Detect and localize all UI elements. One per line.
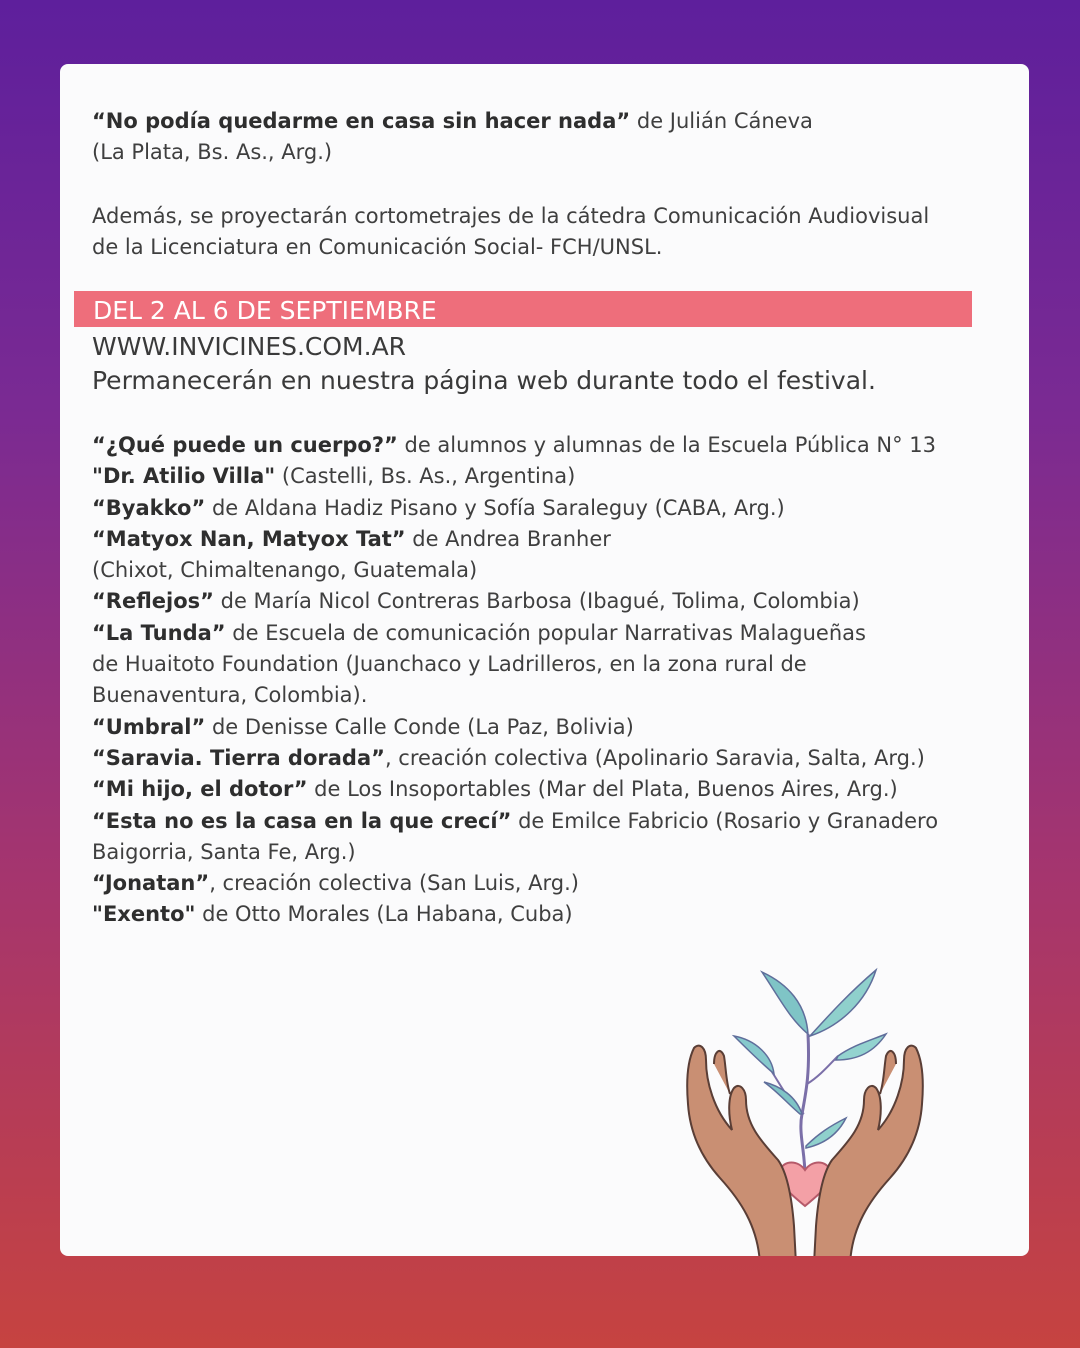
film-details: , creación colectiva (Apolinario Saravia, Salta, Arg.) — [384, 745, 925, 770]
film-line — [92, 461, 938, 492]
film-line — [92, 493, 938, 524]
film-title: "Exento" — [92, 902, 196, 927]
film-line — [92, 649, 938, 680]
film-title: “Matyox Nan, Matyox Tat” — [92, 526, 406, 551]
intro-place: (La Plata, Bs. As., Arg.) — [92, 140, 333, 165]
extra-screenings — [92, 201, 929, 264]
website-block — [92, 330, 876, 398]
intro-author: de Julián Cáneva — [630, 109, 813, 133]
film-details: , creación colectiva (San Luis, Arg.) — [209, 871, 579, 896]
film-title: "Dr. Atilio Villa" — [92, 464, 276, 489]
film-details: de Andrea Branher — [405, 526, 611, 551]
website-url[interactable]: WWW.INVICINES.COM.AR — [92, 332, 407, 361]
film-details: de Emilce Fabricio (Rosario y Granadero — [511, 808, 939, 833]
film-line — [92, 837, 938, 868]
film-details: (Chixot, Chimaltenango, Guatemala) — [92, 558, 478, 583]
film-details: Buenaventura, Colombia). — [92, 683, 368, 708]
film-title: “Jonatan” — [92, 871, 210, 896]
intro-title-line — [92, 106, 813, 137]
film-line — [92, 712, 938, 743]
film-title: “Saravia. Tierra dorada” — [92, 745, 385, 770]
film-line — [92, 899, 938, 930]
extra-line-1: Además, se proyectarán cortometrajes de la cátedra Comunicación Audiovisual — [92, 204, 930, 228]
film-list — [92, 430, 938, 931]
film-title: “Reflejos” — [92, 589, 214, 614]
film-details: de Aldana Hadiz Pisano y Sofía Saraleguy (CABA, Arg.) — [205, 495, 785, 520]
film-details: de María Nicol Contreras Barbosa (Ibagué, Tolima, Colombia) — [213, 589, 860, 614]
dates-banner — [74, 291, 972, 327]
film-line — [92, 524, 938, 555]
extra-line-2: de la Licenciatura en Comunicación Social- FCH/UNSL. — [92, 235, 663, 260]
film-line — [92, 868, 938, 899]
film-details: de Otto Morales (La Habana, Cuba) — [195, 902, 573, 927]
hands-holding-plant-with-heart-icon — [680, 964, 930, 1256]
film-details: (Castelli, Bs. As., Argentina) — [275, 464, 576, 489]
film-details: de Los Insoportables (Mar del Plata, Buenos Aires, Arg.) — [307, 777, 898, 802]
film-details: de Escuela de comunicación popular Narrativas Malagueñas — [225, 620, 866, 645]
content-card — [60, 64, 1029, 1256]
film-line — [92, 680, 938, 711]
film-title: “Esta no es la casa en la que crecí” — [92, 808, 512, 833]
website-note: Permanecerán en nuestra página web durante todo el festival. — [92, 366, 876, 395]
film-line — [92, 555, 938, 586]
film-line — [92, 618, 938, 649]
film-title: “Byakko” — [92, 495, 206, 520]
intro-title: “No podía quedarme en casa sin hacer nada” — [92, 109, 631, 133]
film-line — [92, 806, 938, 837]
film-title: “La Tunda” — [92, 620, 226, 645]
film-line — [92, 743, 938, 774]
film-line — [92, 774, 938, 805]
dates-label: DEL 2 AL 6 DE SEPTIEMBRE — [93, 296, 437, 325]
film-details: de Denisse Calle Conde (La Paz, Bolivia) — [205, 714, 634, 739]
film-details: de Huaitoto Foundation (Juanchaco y Ladrilleros, en la zona rural de — [92, 652, 807, 677]
film-title: “Umbral” — [92, 714, 206, 739]
film-title: “Mi hijo, el dotor” — [92, 777, 308, 802]
film-line — [92, 586, 938, 617]
intro-film — [92, 106, 813, 169]
film-details: de alumnos y alumnas de la Escuela Pública N° 13 — [397, 433, 936, 457]
film-details: Baigorria, Santa Fe, Arg.) — [92, 839, 356, 864]
film-title: “¿Qué puede un cuerpo?” — [92, 433, 398, 457]
film-line — [92, 430, 938, 461]
